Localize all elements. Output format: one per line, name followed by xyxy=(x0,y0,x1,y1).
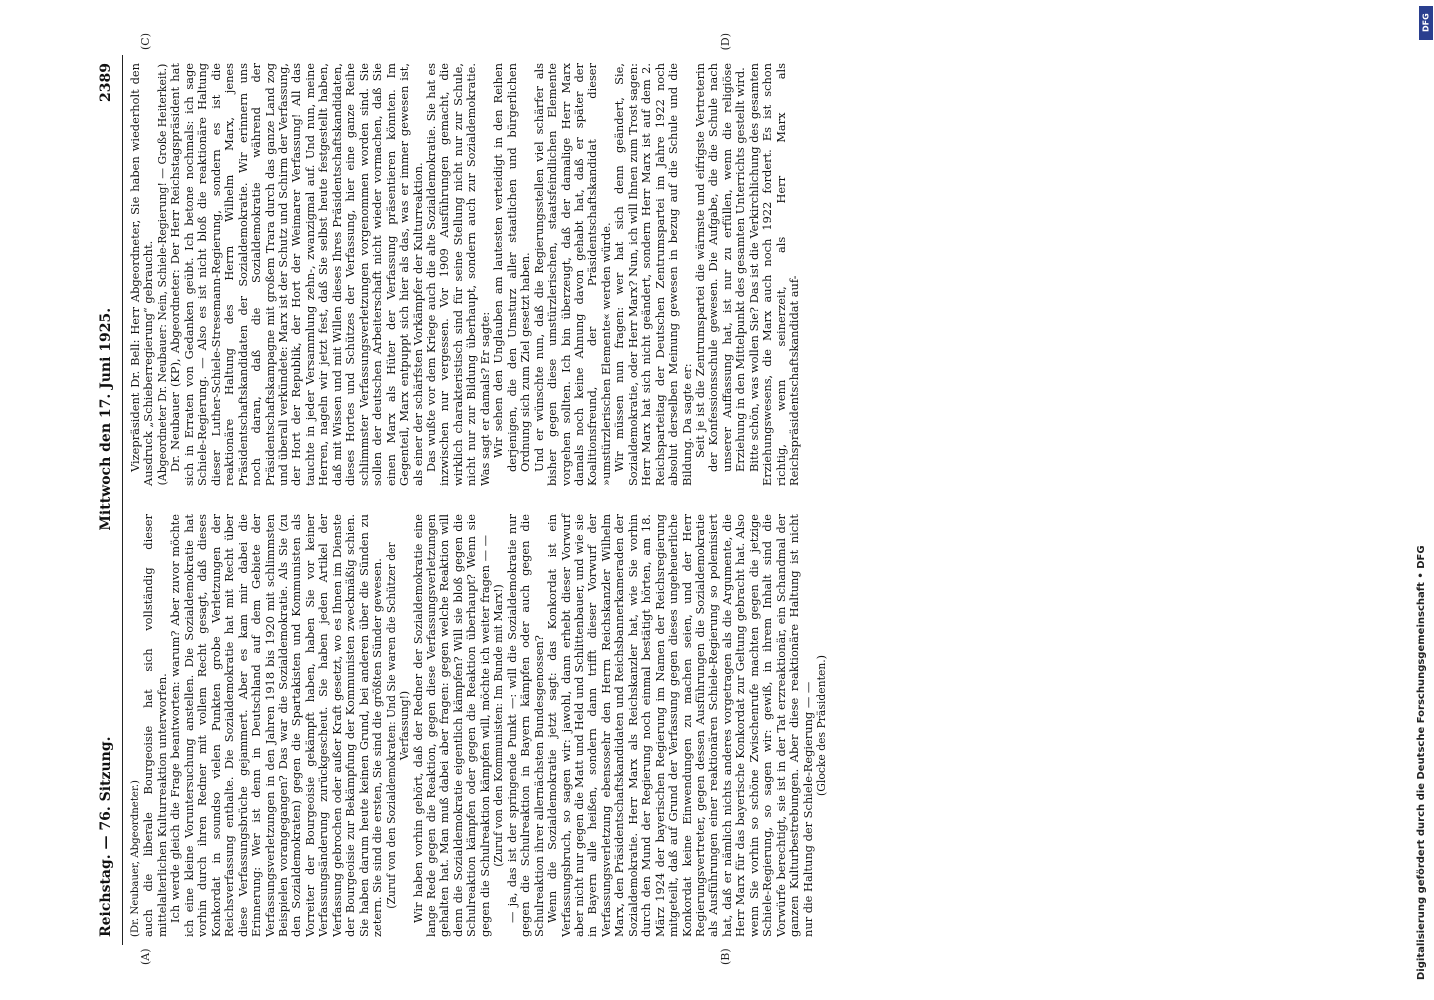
right-column xyxy=(128,33,829,486)
interjection: (Abgeordneter Dr. Neubauer: Nein, Schiele-Regierung! — Große Heiterkeit.) xyxy=(155,63,169,486)
digitization-notice: Digitalisierung gefördert durch die Deutsche Forschungsgemeinschaft • DFG xyxy=(1416,545,1427,980)
left-column xyxy=(129,514,829,965)
paragraph: Das wußte vor dem Kriege auch die alte Sozialdemokratie. Sie hat es inzwischen nur vergessen. Vor 1909 Ausführungen gemacht, die wirklich charakteristisch sind für seine Stellung nicht nur zur Schule, nicht nur zur Bildung überhaupt, sondern auch zur Sozialdemokratie. Was sagt er damals? Er sagte: xyxy=(423,63,492,486)
interjection: (Zuruf von den Sozialdemokraten: Und Sie waren die Schützer der Verfassung!) xyxy=(384,542,412,909)
paragraph: Ich werde gleich die Frage beantworten: warum? Aber zuvor möchte ich eine kleine Voruntersuchung anstellen. Die Sozialdemokratie hat vorhin durch ihren Redner mit vollem Recht gesagt, daß dieses Konkordat in soundso vielen Punkten grobe Verletzungen der Reichsverfassung enthalte. Die Sozialdemokratie hat mit Recht über diese Verfassungsbrüche gejammert. Aber es kam mir dabei die Erinnerung: Wer ist denn in Deutschland auf dem Gebiete der Verfassungsverletzungen in den Jahren 1918 bis 1920 mit schlimmsten Beispielen vorangegangen? Das war die Sozialdemokratie. Als Sie (zu den Sozialdemokraten) gegen die Spartakisten und Kommunisten als Vorreiter der Bourgeoisie gekämpft haben, haben Sie vor keiner Verfassungsänderung zurückgescheut. Sie haben jeden Artikel der Verfassung gebrochen oder außer Kraft gesetzt, wo es Ihnen im Dienste der Bourgeoisie zur Bekämpfung der Kommunisten zweckmäßig schien. Sie haben darum heute keinen Grund, bei anderen über die Sünden zu zetern. Sie sind die ersten, Sie sind die größten Sünder gewesen. xyxy=(168,514,385,937)
interjection: (Zuruf von den Kommunisten: Im Bunde mit Marx!) xyxy=(492,584,506,867)
paragraph: Und er wünschte nun, daß die Regierungsstellen viel schärfer als bisher gegen diese umstürzlerischen, staatsfeindlichen Elemente vorgehen sollten. Ich bin überzeugt, daß der damalige Herr Marx damals noch keine Ahnung davon gehabt hat, daß er später der Koalitionsfreund, der Präsidentschaftskandidat dieser »umstürzlerischen Elemente« werden würde. xyxy=(531,63,613,486)
paragraph: — ja, das ist der springende Punkt —: will die Sozialdemokratie nur gegen die Schulreaktion in Bayern kämpfen oder auch gegen die Schulreaktion ihrer allernächsten Bundesgenossen? xyxy=(504,514,546,937)
paragraph: Dr. Neubauer (KP), Abgeordneter: Der Herr Reichstagspräsident hat sich in Erraten von Gedanken geübt. Ich betone nochmals: ich sage Schiele-Regierung. — Also es ist nicht bloß die reaktionäre Haltung dieser Luther-Schiele-Stresemann-Regierung, sondern es ist die reaktionäre Haltung des Herrn Wilhelm Marx, jenes Präsidentschaftskandidaten der Sozialdemokratie. Wir erinnern uns noch daran, daß die Sozialdemokratie während der Präsidentschaftskampagne mit großem Trara durch das ganze Land zog und überall verkündete: Marx ist der Schutz und Schirm der Verfassung, der Hort der Republik, der Hort der Weimarer Verfassung! All das tauchte in jeder Versammlung zehn-, zwanzigmal auf. Und nun, meine Herren, nageln wir jetzt fest, daß Sie selbst heute festgestellt haben, daß mit Wissen und mit Willen dieses Ihres Präsidentschaftskandidaten, dieses Hortes und Schützes der Verfassung, hier eine ganze Reihe schlimmster Verfassungsverletzungen vorgenommen worden sind. Sie sollen der deutschen Arbeiterschaft nicht wieder vormachen, daß Sie einen Marx als Hüter der Verfassung präsentieren könnten. Im Gegenteil, Marx entpuppt sich hier als das, was er immer gewesen ist, als einer der schärfsten Vorkämpfer der Kulturreaktion. xyxy=(168,63,425,486)
page-number: 2389 xyxy=(98,63,114,102)
rotated-page xyxy=(98,33,1430,965)
margin-mark-d: (D) xyxy=(719,33,732,51)
page-header xyxy=(100,55,123,945)
running-head: (Dr. Neubauer, Abgeordneter.) xyxy=(130,780,141,937)
quotation: Seit je ist die Zentrumspartei die wärmste und eifrigste Vertreterin der Konfessionsschule gewesen. Die Aufgabe, die die Schule nach unserer Auffassung hat, ist nur zu erfüllen, wenn die religiöse Erziehung in den Mittelpunkt des gesamten Unterrichts gestellt wird. xyxy=(693,63,748,472)
header-session: Reichstag. — 76. Sitzung. xyxy=(98,736,114,937)
paragraph: Wenn die Sozialdemokratie jetzt sagt: das Konkordat ist ein Verfassungsbruch, so sagen wir: jawohl, dann erhebt dieser Vorwurf aber nicht nur gegen die Matt und Held und Schlittenbauer, und wie sie in Bayern alle heißen, sondern dann trifft dieser Vorwurf der Verfassungsverletzung ebensosehr den Herrn Reichskanzler Wilhelm Marx, den Präsidentschaftskandidaten und Reichsbannerkameraden der Sozialdemokratie. Herr Marx als Reichskanzler hat, wie Sie vorhin durch den Mund der Regierung noch einmal bestätigt hörten, am 18. März 1924 der bayerischen Regierung im Namen der Reichsregierung mitgeteilt, daß auf Grund der Verfassung gegen dieses ungeheuerliche Konkordat keine Einwendungen zu machen seien, und der Herr Regierungsvertreter, gegen dessen Ausführungen die Sozialdemokratie als Ausführungen einer reaktionären Schiele-Regierung so polemisiert hat, daß er nämlich nichts anderes vorgetragen als die Argumente, die Herr Marx für das bayerische Konkordat zur Geltung gebracht hat. Also wenn Sie vorhin so schöne Zwischenrufe machten gegen die jetzige Schiele-Regierung, so sagen wir: gewiß, in ihrem Inhalt sind die Vorwürfe berechtigt, sie ist in der Tat erzreaktionär, ein Schandmal der ganzen Kulturbestrebungen. Aber diese reaktionäre Haltung ist nicht nur die Haltung der Schiele-Regierung — — xyxy=(545,514,815,937)
dfg-logo: DFG xyxy=(1419,6,1433,40)
header-date: Mittwoch den 17. Juni 1925. xyxy=(98,307,114,531)
paragraph: Wir haben vorhin gehört, daß der Redner der Sozialdemokratie eine lange Rede gegen die Reaktion, gegen diese Verfassungsverletzungen gehalten hat. Man muß dabei aber fragen: gegen welche Reaktion will denn die Sozialdemokratie eigentlich kämpfen? Will sie bloß gegen die Schulreaktion kämpfen oder gegen die Reaktion überhaupt? Wenn sie gegen die Schulreaktion kämpfen will, möchte ich weiter fragen — — xyxy=(410,514,492,937)
paragraph: Wir müssen nun fragen: wer hat sich denn geändert, Sie, Sozialdemokratie, oder Herr Marx? Nun, ich will Ihnen zum Trost sagen: Herr Marx hat sich nicht geändert, sondern Herr Marx ist auf dem 2. Reichsparteitag der Deutschen Zentrumspartei im Jahre 1922 noch absolut derselben Meinung gewesen in bezug auf die Schule und die Bildung. Da sagte er: xyxy=(612,63,694,486)
paragraph: Bitte schön, was wollen Sie? Das ist die Verkirchlichung des gesamten Erziehungswesens, die Marx auch noch 1922 fordert. Es ist schon richtig, wenn seinerzeit, als Herr Marx als Reichspräsidentschaftskandidat auf- xyxy=(746,63,802,486)
interjection: (Glocke des Präsidenten.) xyxy=(815,655,829,796)
margin-mark-c: (C) xyxy=(139,33,152,50)
paragraph: auch die liberale Bourgeoisie hat sich vollständig dieser mittelalterlichen Kulturreaktion unterworfen. xyxy=(141,514,169,937)
paragraph: Vizepräsident Dr. Bell: Herr Abgeordneter, Sie haben wiederholt den Ausdruck „Schieberregierung“ gebraucht. xyxy=(128,63,156,486)
text-columns xyxy=(123,33,829,965)
quotation: Wir sehen den Unglauben am lautesten verteidigt in den Reihen derjenigen, die den Umsturz aller staatlichen und bürgerlichen Ordnung sich zum Ziel gesetzt haben. xyxy=(491,63,533,472)
margin-mark-a: (A) xyxy=(139,948,152,965)
margin-mark-b: (B) xyxy=(719,948,732,965)
